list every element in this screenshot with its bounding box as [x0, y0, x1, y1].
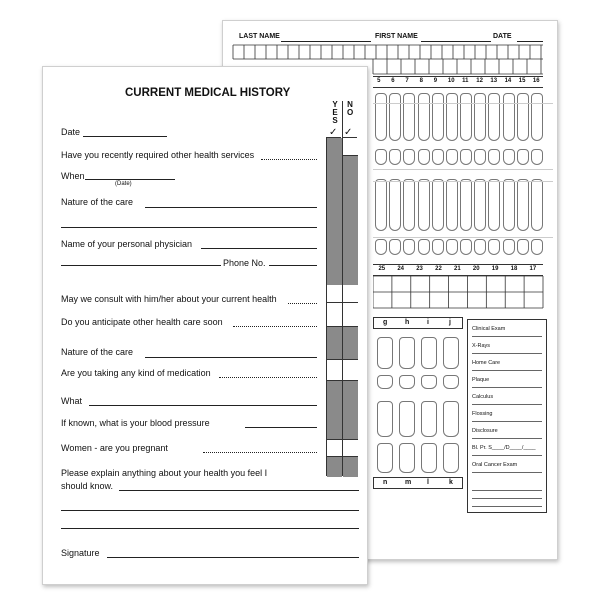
tooth-drawing: [403, 239, 415, 255]
first-name-label: FIRST NAME: [375, 33, 418, 40]
tooth-drawing: [421, 337, 437, 369]
tooth-drawing: [377, 375, 393, 389]
tooth-number: 14: [504, 78, 512, 84]
yes-check-icon: ✓: [329, 127, 338, 138]
tooth-number: 19: [491, 266, 499, 272]
primary-letters-bottom: [373, 477, 463, 489]
checklist-line[interactable]: [472, 336, 542, 337]
no-box-pregnant[interactable]: [343, 439, 358, 457]
tooth-drawing: [488, 149, 500, 165]
physician-label: Name of your personal physician: [61, 239, 193, 249]
no-check-icon: ✓: [344, 127, 353, 138]
tooth-drawing: [446, 179, 458, 231]
tooth-drawing: [443, 401, 459, 437]
tooth-drawing: [488, 93, 500, 141]
no-header: NO: [347, 100, 354, 117]
tooth-drawing: [389, 93, 401, 141]
question-consult: May we consult with him/her about your current health: [61, 294, 277, 304]
tooth-number: 25: [378, 266, 386, 272]
tooth-number: 20: [472, 266, 480, 272]
yes-box-pregnant[interactable]: [327, 439, 342, 457]
tooth-drawing: [531, 239, 543, 255]
explain-field-2[interactable]: [61, 510, 359, 511]
tooth-drawing: [399, 375, 415, 389]
tooth-number: 6: [391, 78, 395, 84]
tooth-drawing: [389, 149, 401, 165]
primary-tooth-letter: n: [383, 479, 388, 486]
tooth-drawing: [460, 93, 472, 141]
phone-label: Phone No.: [223, 258, 266, 268]
primary-tooth-letter: m: [405, 479, 412, 486]
tooth-drawing: [488, 239, 500, 255]
no-box-anticipate[interactable]: [343, 303, 358, 327]
tooth-number: 15: [518, 78, 526, 84]
yes-no-column: [326, 137, 358, 476]
checklist-line[interactable]: [472, 387, 542, 388]
tooth-drawing: [403, 179, 415, 231]
tooth-drawing: [503, 239, 515, 255]
nature-label: Nature of the care: [61, 197, 134, 207]
nature-field-line2[interactable]: [61, 227, 317, 228]
primary-tooth-letter: j: [449, 319, 451, 326]
checklist-item: Bl. Pr. S____/D____/____: [472, 445, 536, 451]
nature-field[interactable]: [145, 207, 317, 208]
tooth-drawing: [443, 443, 459, 473]
no-column: [342, 137, 357, 476]
tooth-drawing: [432, 179, 444, 231]
tooth-drawing: [418, 239, 430, 255]
tooth-drawing: [460, 179, 472, 231]
tooth-number: 18: [510, 266, 518, 272]
medical-history-sheet: [42, 66, 368, 585]
tooth-drawing: [432, 93, 444, 141]
physician-field[interactable]: [201, 248, 317, 249]
primary-letters-top: [373, 317, 463, 329]
explain-text-1: Please explain anything about your health you feel I: [61, 468, 268, 478]
tooth-drawing: [421, 375, 437, 389]
explain-text-2: should know.: [61, 481, 114, 491]
tooth-drawing: [460, 239, 472, 255]
tooth-drawing: [446, 149, 458, 165]
tooth-number: 23: [416, 266, 423, 272]
explain-field-1[interactable]: [119, 490, 359, 491]
checklist-line[interactable]: [472, 370, 542, 371]
tooth-drawing: [503, 179, 515, 231]
primary-teeth-diagram: [373, 331, 461, 476]
tooth-drawing: [531, 93, 543, 141]
tooth-drawing: [403, 93, 415, 141]
yes-column: [326, 137, 341, 476]
tooth-drawing: [503, 93, 515, 141]
tooth-drawing: [399, 443, 415, 473]
question-blood-pressure: If known, what is your blood pressure: [61, 418, 210, 428]
tooth-drawing: [531, 149, 543, 165]
tooth-drawing: [446, 239, 458, 255]
tooth-number: 24: [397, 266, 405, 272]
tooth-number: 11: [462, 78, 469, 84]
tooth-drawing: [517, 149, 529, 165]
exam-checklist: [467, 319, 547, 513]
tooth-number: 21: [454, 266, 461, 272]
checklist-line[interactable]: [472, 404, 542, 405]
checklist-item: Plaque: [472, 377, 490, 383]
checklist-item: Flossing: [472, 411, 493, 417]
explain-field-3[interactable]: [61, 528, 359, 529]
form-title: CURRENT MEDICAL HISTORY: [125, 87, 291, 99]
physician-field-line2[interactable]: [61, 265, 221, 266]
checklist-item: Oral Cancer Exam: [472, 462, 518, 468]
tooth-drawing: [421, 401, 437, 437]
when-field[interactable]: [85, 179, 175, 180]
checklist-line[interactable]: [472, 498, 542, 499]
question-services: Have you recently required other health services: [61, 150, 255, 160]
blood-pressure-field[interactable]: [245, 427, 317, 428]
checklist-item: Calculus: [472, 394, 494, 400]
tooth-drawing: [421, 443, 437, 473]
tooth-drawing: [446, 93, 458, 141]
checklist-line[interactable]: [472, 472, 542, 473]
tooth-number: 13: [490, 78, 498, 84]
primary-tooth-letter: i: [427, 319, 429, 326]
tooth-drawing: [474, 149, 486, 165]
tooth-drawing: [418, 93, 430, 141]
tooth-drawing: [432, 149, 444, 165]
tooth-drawing: [443, 375, 459, 389]
tooth-number: 12: [476, 78, 483, 84]
question-anticipate: Do you anticipate other health care soon: [61, 317, 223, 327]
date-sublabel: (Date): [115, 181, 132, 187]
tooth-drawing: [399, 337, 415, 369]
yes-box-anticipate[interactable]: [327, 303, 342, 327]
tooth-drawing: [418, 179, 430, 231]
no-box-consult[interactable]: [343, 285, 358, 303]
what-label: What: [61, 396, 83, 406]
tooth-drawing: [375, 149, 387, 165]
date-label: Date: [61, 127, 81, 137]
question-medication: Are you taking any kind of medication: [61, 368, 211, 378]
checklist-line[interactable]: [472, 506, 542, 507]
tooth-number: 9: [433, 78, 438, 84]
tooth-drawing: [503, 149, 515, 165]
date-field[interactable]: [83, 136, 167, 137]
checklist-line[interactable]: [472, 490, 542, 491]
tooth-number: 16: [532, 78, 540, 84]
tooth-drawing: [460, 149, 472, 165]
lower-grid: [373, 276, 553, 310]
lower-tooth-numbers: [373, 264, 543, 276]
checklist-item: X-Rays: [472, 343, 491, 349]
tooth-drawing: [488, 179, 500, 231]
tooth-drawing: [474, 179, 486, 231]
upper-tooth-numbers: [373, 76, 543, 88]
question-pregnant: Women - are you pregnant: [61, 443, 168, 453]
primary-tooth-letter: h: [405, 319, 410, 326]
upper-teeth-diagram: [373, 89, 543, 259]
when-label: When: [61, 171, 85, 181]
tooth-drawing: [389, 179, 401, 231]
checklist-line[interactable]: [472, 353, 542, 354]
tooth-number: 10: [447, 78, 455, 84]
tooth-number: 5: [377, 78, 381, 84]
checklist-item: Clinical Exam: [472, 326, 506, 332]
no-box-medication[interactable]: [343, 359, 358, 381]
tooth-drawing: [389, 239, 401, 255]
tooth-number: 8: [419, 78, 423, 84]
no-box-services[interactable]: [343, 138, 358, 156]
tooth-drawing: [517, 179, 529, 231]
tooth-drawing: [377, 443, 393, 473]
what-field[interactable]: [89, 405, 317, 406]
tooth-drawing: [375, 93, 387, 141]
tooth-drawing: [517, 239, 529, 255]
signature-field[interactable]: [107, 557, 359, 558]
tooth-drawing: [432, 239, 444, 255]
tooth-drawing: [399, 401, 415, 437]
primary-tooth-letter: g: [383, 319, 388, 326]
nature-field-2[interactable]: [145, 357, 317, 358]
checklist-line[interactable]: [472, 438, 542, 439]
yes-box-medication[interactable]: [327, 359, 342, 381]
yes-header: YES: [332, 100, 338, 125]
signature-label: Signature: [61, 548, 100, 558]
tooth-drawing: [418, 149, 430, 165]
phone-field[interactable]: [269, 265, 317, 266]
tooth-drawing: [531, 179, 543, 231]
tooth-drawing: [474, 93, 486, 141]
yes-box-consult[interactable]: [327, 285, 342, 303]
tooth-drawing: [377, 401, 393, 437]
last-name-label: LAST NAME: [239, 33, 280, 40]
tooth-number: 17: [529, 266, 537, 272]
checklist-item: Home Care: [472, 360, 501, 366]
tooth-drawing: [375, 179, 387, 231]
primary-tooth-letter: k: [449, 479, 453, 486]
tooth-drawing: [403, 149, 415, 165]
tooth-drawing: [474, 239, 486, 255]
tooth-drawing: [375, 239, 387, 255]
checklist-line[interactable]: [472, 455, 542, 456]
tooth-number: 22: [435, 266, 442, 272]
date-label-back: DATE: [493, 33, 512, 40]
checklist-line[interactable]: [472, 421, 542, 422]
tooth-drawing: [443, 337, 459, 369]
tooth-drawing: [377, 337, 393, 369]
tooth-drawing: [517, 93, 529, 141]
checklist-item: Disclosure: [472, 428, 498, 434]
tooth-number: 7: [405, 78, 409, 84]
primary-tooth-letter: l: [427, 479, 429, 486]
nature-label-2: Nature of the care: [61, 347, 134, 357]
